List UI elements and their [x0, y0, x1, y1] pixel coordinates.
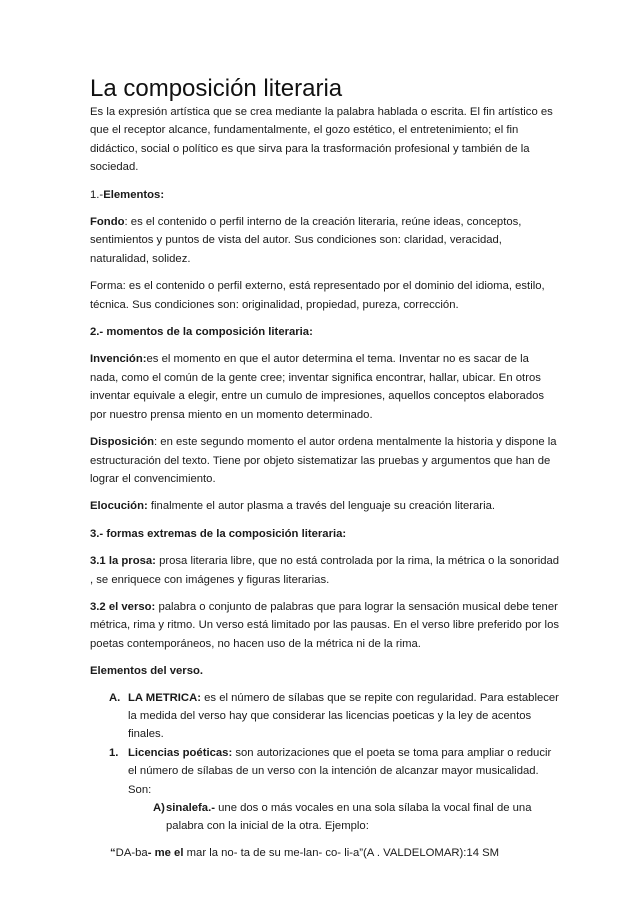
fondo-paragraph: [90, 213, 560, 268]
forma-paragraph: Forma: es el contenido o perfil externo, está representado por el dominio del idioma, estilo, técnica. Sus condiciones son: originalidad, propiedad, pureza, corrección.: [90, 280, 545, 311]
intro-paragraph: Es la expresión artística que se crea mediante la palabra hablada o escrita. El fin artístico es que el receptor alcance, fundamentalmente, el gozo estético, el entretenimiento; el fin didáctico, social o político es que sirva para la trasformación profesional y también de la sociedad.: [90, 106, 553, 174]
example-bold-part: - me el: [147, 846, 184, 859]
section-3-heading: [90, 525, 560, 543]
disposicion-term: Disposición: [90, 436, 155, 449]
list-marker: A.: [109, 691, 121, 704]
verso-text: palabra o conjunto de palabras que para lograr la sensación musical debe tener métrica, rima y ritmo. Un verso está limitado por las pausas. En el verso libre preferido por los poetas contemporáneos, no hacen uso de la métrica ni de la rima.: [90, 600, 560, 650]
prosa-text: prosa literaria libre, que no está controlada por la rima, la métrica o la sonoridad , se enriquece con imágenes y figuras literarias.: [90, 555, 560, 586]
list-marker: A): [153, 802, 165, 814]
section-2-heading: [90, 323, 560, 341]
prosa-paragraph: [90, 552, 560, 589]
prosa-term: 3.1 la prosa:: [90, 555, 156, 568]
list-item-sinalefa: [128, 799, 560, 836]
elementos-verso-heading: [90, 662, 560, 680]
elocucion-text: finalmente el autor plasma a través del lenguaje su creación literaria.: [147, 500, 496, 513]
invencion-text: es el momento en que el autor determina el tema. Inventar no es sacar de la nada, como el común de la gente cree; inventar significa encontrar, hallar, ubicar. En otros inventar equivale a elegir, entre un cumulo de impresiones, aquellos conceptos elaborados por nuestro prensa miento en un momento determinado.: [90, 353, 545, 421]
verso-term: 3.2 el verso:: [90, 600, 156, 613]
invencion-paragraph: [90, 350, 560, 424]
fondo-text: : es el contenido o perfil interno de la creación literaria, reúne ideas, conceptos, sentimientos y puntos de vista del autor. Sus condiciones son: claridad, veracidad, naturalidad, solidez.: [90, 216, 522, 265]
section-3-title: 3.- formas extremas de la composición literaria:: [90, 527, 347, 540]
licencias-term: Licencias poéticas:: [128, 746, 233, 759]
section-2-title: 2.- momentos de la composición literaria:: [90, 326, 313, 339]
licencias-text: son autorizaciones que el poeta se toma para ampliar o reducir el número de sílabas de un verso con la intención de alcanzar mayor musicalidad. Son:: [128, 746, 552, 796]
disposicion-paragraph: [90, 433, 560, 488]
sinalefa-term: sinalefa.-: [166, 802, 215, 814]
example-part-2: mar la no- ta de su me-lan- co- li-a”(A . VALDELOMAR):14 SM: [183, 846, 500, 859]
disposicion-text: : en este segundo momento el autor ordena mentalmente la historia y dispone la estructuración del texto. Tiene por objeto sistematizar las pruebas y argumentos que han de lograr el convencimiento.: [90, 436, 557, 485]
example-verse: [110, 844, 560, 862]
list-item-metrica: [90, 689, 560, 744]
example-part-1: DA-ba: [115, 846, 148, 859]
verse-elements-list: [90, 689, 560, 836]
sinalefa-text: une dos o más vocales en una sola sílaba la vocal final de una palabra con la inicial de la otra. Ejemplo:: [166, 802, 532, 833]
elocucion-paragraph: [90, 497, 560, 515]
elocucion-term: Elocución:: [90, 500, 148, 513]
list-item-licencias: [90, 744, 560, 836]
invencion-term: Invención:: [90, 353, 147, 366]
fondo-term: Fondo: [90, 216, 125, 229]
example-quote: “: [110, 846, 116, 859]
list-marker: 1.: [109, 746, 119, 759]
section-1-number: 1.-: [90, 188, 104, 201]
document-body: [90, 103, 560, 862]
page-title: La composición literaria: [90, 75, 343, 102]
elementos-verso-title: Elementos del verso.: [90, 665, 204, 678]
licencias-sublist: [128, 799, 560, 836]
section-1-heading: [90, 186, 560, 204]
metrica-text: es el número de sílabas que se repite con regularidad. Para establecer la medida del verso hay que considerar las licencias poeticas y la ley de acentos finales.: [128, 691, 559, 741]
metrica-term: LA METRICA:: [128, 691, 201, 704]
verso-paragraph: [90, 598, 560, 653]
section-1-title: Elementos:: [103, 188, 165, 201]
